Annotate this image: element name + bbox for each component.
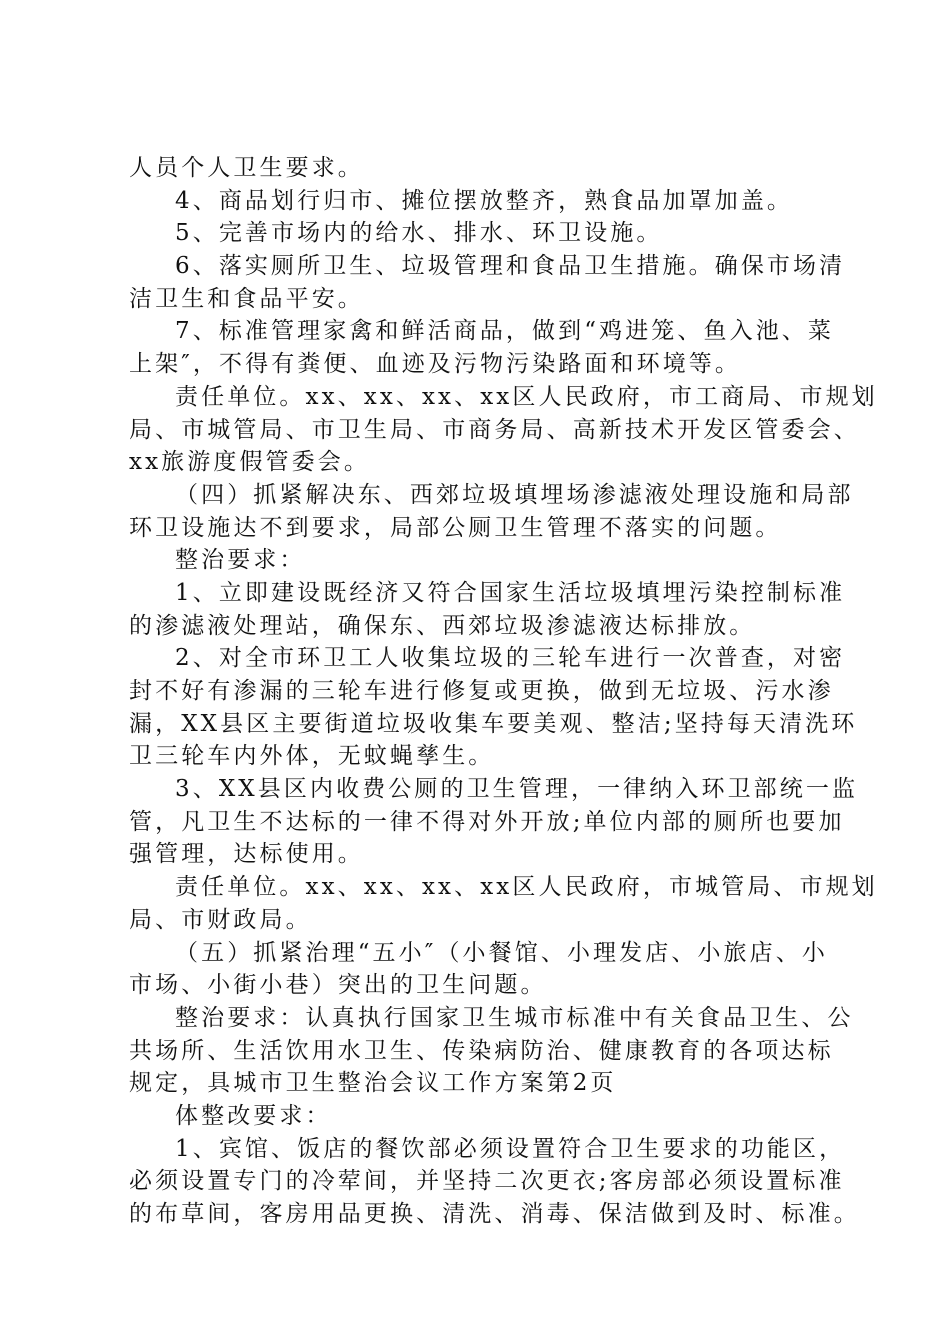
text-line: 卫三轮车内外体，无蚊蝇孳生。 [129, 743, 495, 770]
text-line: 的渗滤液处理站，确保东、西郊垃圾渗滤液达标排放。 [129, 612, 756, 639]
text-line: 6、落实厕所卫生、垃圾管理和食品卫生措施。确保市场清 [175, 253, 846, 280]
text-line: 局、市城管局、市卫生局、市商务局、高新技术开发区管委会、 [129, 416, 860, 443]
text-line: 共场所、生活饮用水卫生、传染病防治、健康教育的各项达标 [129, 1037, 834, 1064]
text-line: xx旅游度假管委会。 [129, 449, 370, 476]
text-line: （五）抓紧治理“五小″（小餐馆、小理发店、小旅店、小 [175, 939, 828, 966]
text-line: 责任单位。xx、xx、xx、xx区人民政府，市工商局、市规划 [175, 383, 878, 410]
document-body [129, 152, 878, 1231]
text-line: 洁卫生和食品平安。 [129, 285, 364, 312]
text-line: 上架″，不得有粪便、血迹及污物污染路面和环境等。 [129, 351, 741, 378]
text-line: （四）抓紧解决东、西郊垃圾填埋场渗滤液处理设施和局部 [175, 481, 854, 508]
text-line: 必须设置专门的冷荤间，并坚持二次更衣;客房部必须设置标准 [129, 1168, 845, 1195]
text-line: 市场、小街小巷）突出的卫生问题。 [129, 972, 547, 999]
text-line: 的布草间，客房用品更换、清洗、消毒、保洁做到及时、标准。 [129, 1201, 860, 1227]
text-line: 整治要求：认真执行国家卫生城市标准中有关食品卫生、公 [175, 1004, 854, 1031]
text-line: 规定，具城市卫生整治会议工作方案第2页 [129, 1070, 617, 1097]
text-line: 漏，XX县区主要街道垃圾收集车要美观、整洁;坚持每天清洗环 [129, 710, 858, 737]
text-line: 人员个人卫生要求。 [129, 155, 364, 181]
text-line: 1、立即建设既经济又符合国家生活垃圾填埋污染控制标准 [175, 579, 846, 606]
text-line: 4、商品划行归市、摊位摆放整齐，熟食品加罩加盖。 [175, 187, 794, 214]
text-line: 体整改要求： [175, 1102, 332, 1129]
text-line: 环卫设施达不到要求，局部公厕卫生管理不落实的问题。 [129, 514, 782, 541]
text-line: 2、对全市环卫工人收集垃圾的三轮车进行一次普查，对密 [175, 645, 846, 672]
text-line: 局、市财政局。 [129, 906, 312, 933]
text-line: 7、标准管理家禽和鲜活商品，做到“鸡进笼、鱼入池、菜 [175, 318, 834, 345]
text-line: 责任单位。xx、xx、xx、xx区人民政府，市城管局、市规划 [175, 874, 878, 901]
text-line: 3、XX县区内收费公厕的卫生管理，一律纳入环卫部统一监 [175, 776, 859, 803]
text-line: 管，凡卫生不达标的一律不得对外开放;单位内部的厕所也要加 [129, 808, 845, 835]
text-line: 封不好有渗漏的三轮车进行修复或更换，做到无垃圾、污水渗 [129, 678, 834, 704]
text-line: 5、完善市场内的给水、排水、环卫设施。 [175, 220, 663, 247]
text-line: 1、宾馆、饭店的餐饮部必须设置符合卫生要求的功能区， [175, 1135, 846, 1162]
text-line: 整治要求： [175, 547, 306, 574]
text-line: 强管理，达标使用。 [129, 841, 364, 868]
